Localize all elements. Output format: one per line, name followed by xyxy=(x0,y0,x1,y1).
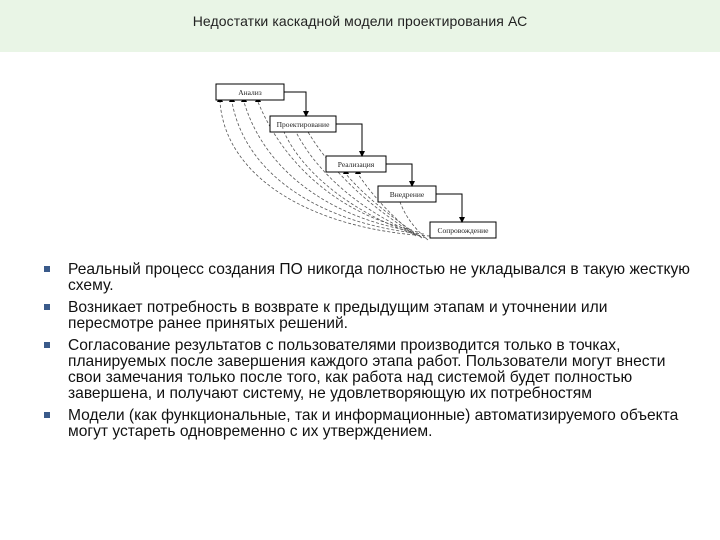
waterfall-diagram xyxy=(196,70,506,242)
square-bullet-icon xyxy=(44,412,50,418)
bullet-text: Согласование результатов с пользователями производится только в точках, планируемых после завершения каждого этапа работ. Пользователи могут внести свои замечания только после того, как работа над системой будет полностью завершена, и получают систему, не удовлетворяющую их потребностям xyxy=(68,337,666,402)
flow-arrow-2 xyxy=(336,124,362,154)
stage-label-analysis: Анализ xyxy=(238,88,262,97)
bullet-text: Реальный процесс создания ПО никогда полностью не укладывался в такую жесткую схему. xyxy=(68,261,690,294)
flow-arrow-4 xyxy=(436,194,462,220)
bullet-text: Модели (как функциональные, так и информационные) автоматизируемого объекта могут устареть одновременно с их утверждением. xyxy=(68,407,679,440)
stage-label-implementation: Реализация xyxy=(337,160,375,169)
square-bullet-icon xyxy=(44,342,50,348)
stage-label-deployment: Внедрение xyxy=(389,190,425,199)
slide-title: Недостатки каскадной модели проектирования АС xyxy=(192,13,528,29)
bullet-item xyxy=(44,262,694,294)
square-bullet-icon xyxy=(44,304,50,310)
flow-arrow-3 xyxy=(386,164,412,184)
bullet-text: Возникает потребность в возврате к предыдущим этапам и уточнении или пересмотре ранее принятых решений. xyxy=(68,299,608,332)
flow-arrow-1 xyxy=(284,92,306,114)
stage-label-design: Проектирование xyxy=(276,120,330,129)
bullet-list xyxy=(44,262,694,446)
feedback-arrowheads xyxy=(217,96,403,202)
bullet-item xyxy=(44,300,694,332)
bullet-item xyxy=(44,338,694,402)
stage-label-maintenance: Сопровождение xyxy=(437,226,489,235)
title-band xyxy=(0,0,720,52)
square-bullet-icon xyxy=(44,266,50,272)
bullet-item xyxy=(44,408,694,440)
